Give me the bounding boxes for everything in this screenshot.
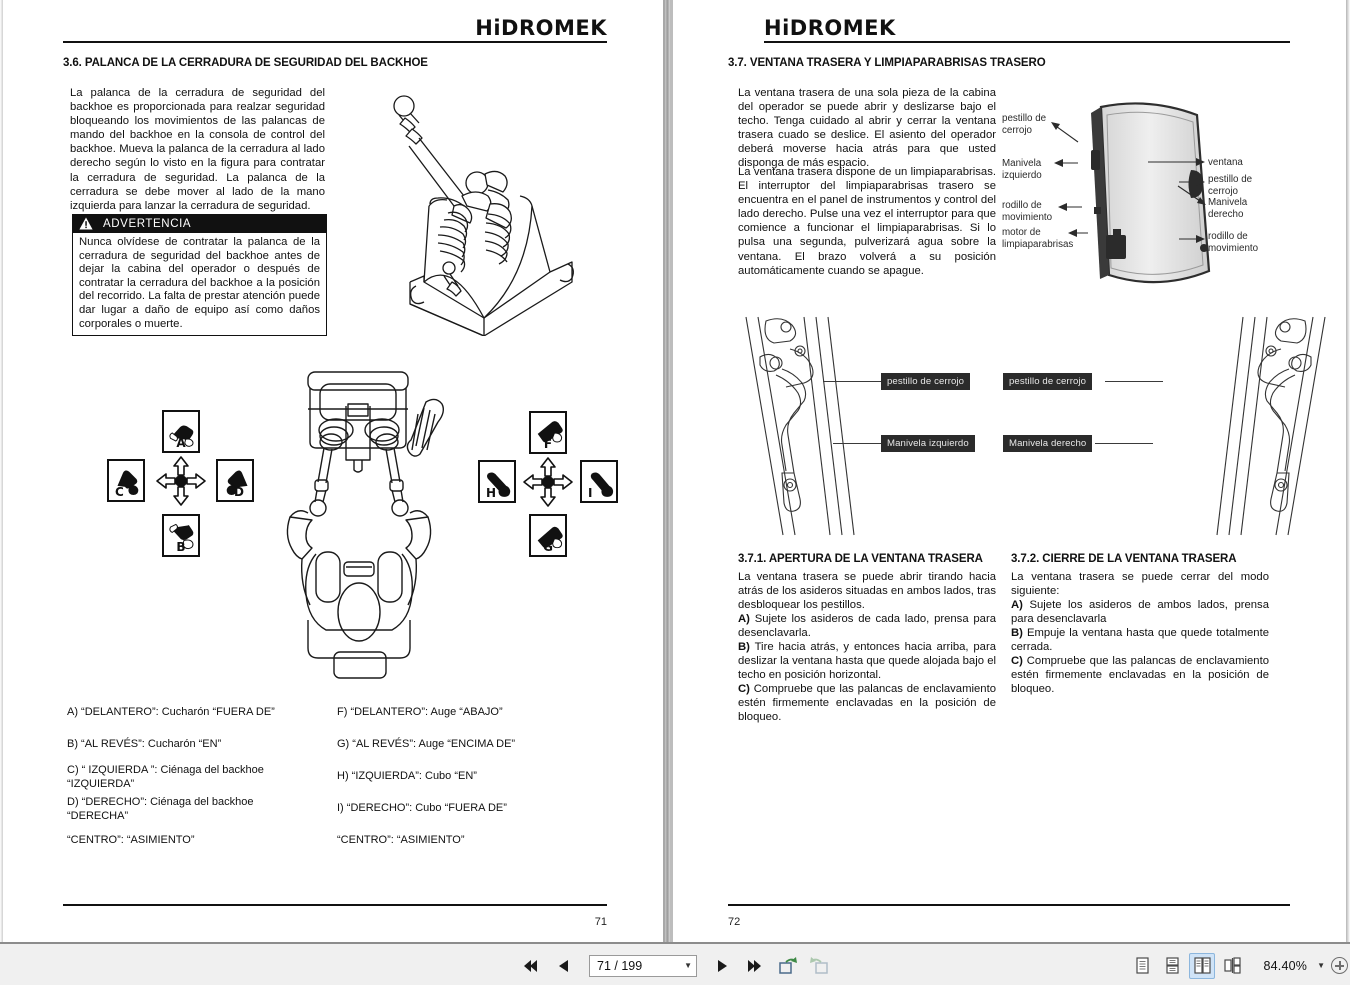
control-icon-F-label: F: [543, 437, 553, 451]
section-3-7-paragraph-2: La ventana trasera dispone de un limpiaparabrisas. El interruptor del limpiaparabrisas trasero se encuentra en el panel de instrumentos y control del lado derecho. Pulse una vez el interruptor para que comience a funcionar el limpiaparabrisas. Si lo pulsa una segunda, pulverizará agua sobre la ventana. El brazo volverá a su posición automáticamente cuando se apague.: [738, 166, 996, 277]
control-icon-F: [529, 411, 567, 454]
detail-leader-left-handle: [833, 443, 881, 444]
subsection-3-7-2-step-a: [1011, 598, 1269, 626]
detail-callout-right-latch: pestillo de cerrojo: [1003, 373, 1092, 390]
footer-rule-left: [63, 904, 607, 906]
previous-page-button[interactable]: [550, 953, 576, 979]
subsection-3-7-2-step-b: [1011, 626, 1269, 654]
rotate-clockwise-button[interactable]: [774, 953, 800, 979]
subsection-3-7-1-intro: La ventana trasera se puede abrir tirando hacia atrás de los asideros situadas en ambos lados, tras desbloquear los pestillos.: [738, 571, 996, 612]
step-b-text-2: Empuje la ventana hasta que quede totalmente cerrada.: [1011, 627, 1269, 654]
window-label-window-right: ventana: [1208, 157, 1243, 168]
warning-heading-text: ADVERTENCIA: [103, 217, 192, 230]
legend-item-C: C) “ IZQUIERDA ”: Ciénaga del backhoe “IZQUIERDA”: [67, 764, 264, 790]
book-view-button[interactable]: [1219, 953, 1245, 979]
latch-detail-drawing-left: [738, 313, 1003, 538]
control-icon-I: [580, 460, 618, 503]
legend-item-A: A) “DELANTERO”: Cucharón “FUERA DE”: [67, 706, 275, 718]
control-icon-I-label: I: [588, 486, 593, 500]
detail-callout-right-handle: Manivela derecho: [1003, 435, 1092, 452]
section-3-6-body: La palanca de la cerradura de seguridad del backhoe es proporcionada para realzar seguridad bloqueando los movimientos de las palancas de mando del backhoe en la consola de control del backhoe. Mueva la palanca de la cerradura al lado derecho según lo visto en la figura para contratar la cerradura de seguridad. La palanca de la cerradura se debe mover al lado de la mano izquierda para lanzar la cerradura de seguridad.: [70, 87, 325, 212]
document-page-left: [0, 0, 665, 942]
legend-item-I: I) “DERECHO”: Cubo “FUERA DE”: [337, 802, 507, 814]
control-icon-G: [529, 514, 567, 557]
zoom-level-value: 84.40%: [1263, 958, 1308, 973]
control-icon-A-label: A: [176, 436, 186, 450]
control-icon-D-label: D: [234, 485, 244, 499]
viewer-toolbar: [0, 942, 1350, 985]
page-number-left: 71: [594, 916, 607, 928]
subsection-3-7-2-intro: La ventana trasera se puede cerrar del modo siguiente:: [1011, 571, 1269, 598]
brand-logo-right: HiDROMEK: [764, 16, 896, 40]
legend-item-H: H) “IZQUIERDA”: Cubo “EN”: [337, 770, 477, 782]
document-page-right: [670, 0, 1350, 942]
detail-leader-right-latch: [1105, 381, 1163, 382]
page-indicator-value: 71 / 199: [597, 958, 643, 973]
warning-body-text: Nunca olvídese de contratar la palanca de la cerradura de seguridad del backhoe antes de dejar la cabina del operador o después de contratar la cerradura del backhoe a la posición del recorrido. La falta de prestar atención puede dar lugar a daño de equipo así como daños corporales o muerte.: [79, 236, 320, 330]
control-icon-A: [162, 410, 200, 453]
window-label-handle-left: Manivela izquierdo: [1002, 158, 1042, 181]
section-title-3-7: 3.7. VENTANA TRASERA Y LIMPIAPARABRISAS TRASERO: [728, 57, 1046, 69]
legend-item-D: D) “DERECHO”: Ciénaga del backhoe “DERECHA”: [67, 796, 254, 822]
step-a-label-2: A): [1011, 599, 1023, 611]
next-page-button[interactable]: [710, 953, 736, 979]
page-dropdown-chevron-down-icon[interactable]: ▼: [684, 961, 692, 970]
first-page-button[interactable]: [518, 953, 544, 979]
rotate-counterclockwise-button[interactable]: [806, 953, 832, 979]
warning-header: [73, 215, 326, 233]
brand-logo-left: HiDROMEK: [475, 16, 607, 40]
control-icon-H: [478, 460, 516, 503]
legend-item-center-right: “CENTRO”: “ASIMIENTO”: [337, 834, 465, 846]
window-label-wiper-motor-left: motor de limpiaparabrisas: [1002, 227, 1074, 250]
step-b-label-1: B): [738, 641, 750, 653]
step-a-text-2: Sujete los asideros de ambos lados, prensa para desenclavarla: [1011, 599, 1269, 626]
legend-item-center-left: “CENTRO”: “ASIMIENTO”: [67, 834, 195, 846]
step-c-label-2: C): [1011, 655, 1023, 667]
page-left-edge: [0, 0, 3, 942]
two-page-view-button[interactable]: [1189, 953, 1215, 979]
page-right-edge: [1346, 0, 1350, 942]
footer-rule-right: [728, 904, 1290, 906]
window-label-roller-left: rodillo de movimiento: [1002, 200, 1053, 223]
window-label-latch-left: pestillo de cerrojo: [1002, 113, 1047, 136]
section-title-3-6: 3.6. PALANCA DE LA CERRADURA DE SEGURIDAD DEL BACKHOE: [63, 57, 428, 69]
warning-triangle-icon: [79, 217, 93, 230]
operator-seat-illustration: [268, 362, 483, 682]
step-c-text-2: Compruebe que las palancas de enclavamiento estén firmemente enclavadas en la posición de bloqueo.: [1011, 655, 1269, 696]
window-label-handle-right: Manivela derecho: [1208, 197, 1248, 220]
window-diagram-leaders: [998, 100, 1318, 275]
four-way-arrow-left-icon: [155, 455, 207, 507]
legend-item-B: B) “AL REVÉS”: Cucharón “EN”: [67, 738, 222, 750]
subsection-title-3-7-1: 3.7.1. APERTURA DE LA VENTANA TRASERA: [738, 553, 983, 565]
continuous-scroll-view-button[interactable]: [1159, 953, 1185, 979]
step-b-label-2: B): [1011, 627, 1023, 639]
header-rule-right: [764, 41, 1290, 43]
zoom-tool-icon[interactable]: [1331, 957, 1348, 974]
legend-item-G: G) “AL REVÉS”: Auge “ENCIMA DE”: [337, 738, 516, 750]
detail-leader-left-latch: [823, 381, 881, 382]
detail-callout-left-handle: Manivela izquierdo: [881, 435, 975, 452]
toolbar-view-group: [1129, 944, 1350, 985]
single-page-view-button[interactable]: [1129, 953, 1155, 979]
header-rule-left: [63, 41, 607, 43]
control-icon-B: [162, 514, 200, 557]
joystick-illustration: [372, 86, 612, 336]
step-b-text-1: Tire hacia atrás, y entonces hacia arriba, para deslizar la ventana hasta que quede alojada bajo el techo en posición horizontal.: [738, 641, 996, 682]
subsection-3-7-1-step-c: [738, 682, 996, 724]
subsection-3-7-1-step-a: [738, 612, 996, 640]
control-icon-H-label: H: [486, 486, 497, 500]
warning-box: [72, 214, 327, 336]
latch-detail-drawing-right: [1068, 313, 1333, 538]
section-3-7-paragraph-1: La ventana trasera de una sola pieza de la cabina del operador se puede abrir y deslizarse bajo el techo. Tenga cuidado al abrir y cerrar la ventana trasera cuado se deslice. El asiento del operador deberá moverse hacia atrás para que usted disponga de más espacio.: [738, 87, 996, 170]
page-number-input[interactable]: [589, 955, 697, 977]
control-icon-C-label: C: [115, 485, 124, 499]
zoom-dropdown-chevron-down-icon[interactable]: ▼: [1317, 961, 1325, 970]
step-a-text-1: Sujete los asideros de cada lado, prensa para desenclavarla.: [738, 613, 996, 640]
window-label-roller-right: rodillo de movimiento: [1208, 231, 1259, 254]
step-a-label-1: A): [738, 613, 750, 625]
detail-callout-left-latch: pestillo de cerrojo: [881, 373, 970, 390]
control-icon-G-label: G: [543, 540, 553, 554]
legend-item-F: F) “DELANTERO”: Auge “ABAJO”: [337, 706, 503, 718]
subsection-3-7-1-step-b: [738, 640, 996, 682]
control-icon-D: [216, 459, 254, 502]
detail-leader-right-handle: [1095, 443, 1153, 444]
step-c-text-1: Compruebe que las palancas de enclavamiento estén firmemente enclavadas en la posición de bloqueo.: [738, 683, 996, 724]
subsection-3-7-2-step-c: [1011, 654, 1269, 696]
control-icon-B-label: B: [176, 540, 186, 554]
control-icon-C: [107, 459, 145, 502]
four-way-arrow-right-icon: [522, 456, 574, 508]
page-number-right: 72: [728, 916, 741, 928]
subsection-title-3-7-2: 3.7.2. CIERRE DE LA VENTANA TRASERA: [1011, 553, 1237, 565]
window-label-latch-right: pestillo de cerrojo: [1208, 174, 1253, 197]
last-page-button[interactable]: [742, 953, 768, 979]
step-c-label-1: C): [738, 683, 750, 695]
